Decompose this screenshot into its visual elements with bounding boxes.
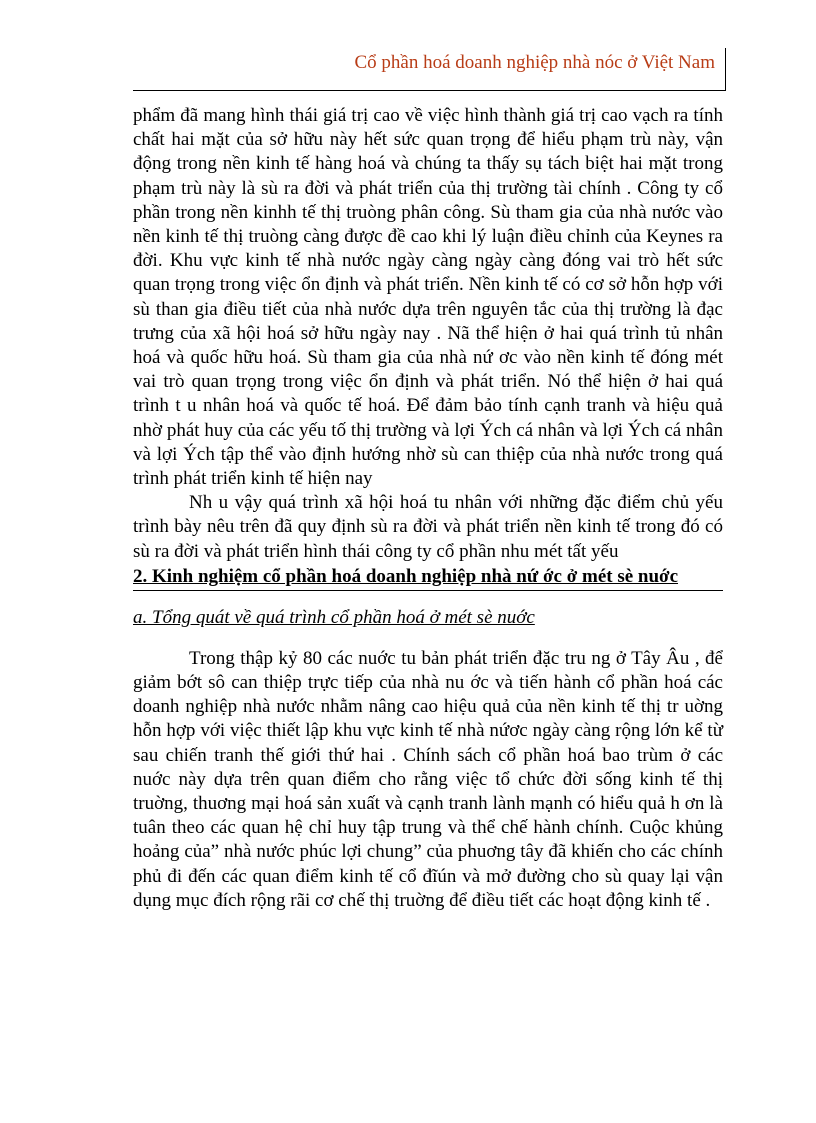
section-heading-2: 2. Kinh nghiệm cổ phần hoá doanh nghiệp nhà nứ ớc ở mét sè nuớc <box>133 564 723 591</box>
page-header <box>133 48 726 91</box>
body-paragraph-2: Nh u vậy quá trình xã hội hoá tu nhân với những đặc điểm chủ yếu trình bày nêu trên đã quy định sù ra đời và phát triển nền kinh tế trong đó có sù ra đời và phát triển hình thái công ty cổ phần nhu mét tất yếu <box>133 492 723 562</box>
document-body <box>133 104 723 913</box>
body-paragraph-1: phẩm đã mang hình thái giá trị cao về việc hình thành giá trị cao vạch ra tính chất hai mặt của sở hữu này hết sức quan trọng để hiểu phạm trù này, vận động trong nền kinh tế hàng hoá và chúng ta thấy sụ tách biệt hai mặt trong phạm trù này là sù ra đời và phát triển của thị trường tài chính . Công ty cổ phần trong nền kinhh tế thị truòng phân công. Sù tham gia của nhà nước vào nền kinh tế thị truòng càng được đề cao khi lý luận điều chỉnh của Keynes ra đời. Khu vực kinh tế nhà nước ngày càng ngày càng đóng vai trò hết sức quan trọng trong việc ổn định và phát triển. Nền kinh tế có cơ sở hỗn hợp với sù than gia điều tiết của nhà nước dựa trên nguyên tắc của thị trường là đạc trưng của xã hội hoá sở hữu ngày nay . Nã thể hiện ở hai quá trình tủ nhân hoá và quốc hữu hoá. Sù tham gia của nhà nứ ơc vào nền kinh tế đóng mét vai trò quan trọng trong việc ổn định và phát triển. Nó thể hiện ở hai quá trình t u nhân hoá và quốc tế hoá. Để đảm bảo tính cạnh tranh và hiệu quả nhờ phát huy của các yếu tố thị trường và lợi Ých cá nhân và lợi Ých cá nhân và lợi Ých tập thể vào định hướng nhờ sù can thiệp của nhà nước trong quá trình phát triển kinh tế hiện nay <box>133 105 723 490</box>
header-title: Cổ phần hoá doanh nghiệp nhà nóc ở Việt Nam <box>354 52 715 73</box>
body-paragraph-3: Trong thập kỷ 80 các nuớc tu bản phát triển đặc tru ng ở Tây Âu , để giảm bớt sô can thiệp trực tiếp của nhà nu ớc và tiến hành cổ phần hoá các doanh nghiệp nhà nước nhằm nâng cao hiệu quả của nền kinh tế thị tr uờng hỗn hợp với việc thiết lập khu vực kinh tế nhà nứơc ngày càng rộng lớn kể từ sau chiến tranh thế giới thứ hai . Chính sách cổ phần hoá bao trùm ở các nuớc này dựa trên quan điểm cho rằng việc tổ chức đời sống kinh tế thị truờng, thuơng mại hoá sản xuất và cạnh tranh lành mạnh có hiểu quả h ơn là tuân theo các quan hệ chỉ huy tập trung và thể chế hành chính. Cuộc khủng hoảng của” nhà nước phúc lợi chung” của phuơng tây đã khiến cho các chính phủ đi đến các quan điểm kinh tế cổ đĩún và mở đường cho sù quay lại vận dụng mục đích rộng rãi cơ chế thị truờng để điều tiết các hoạt động kinh tế . <box>133 647 723 911</box>
subsection-heading-a: a. Tổng quát về quá trình cổ phần hoá ở mét sè nuớc <box>133 606 535 628</box>
